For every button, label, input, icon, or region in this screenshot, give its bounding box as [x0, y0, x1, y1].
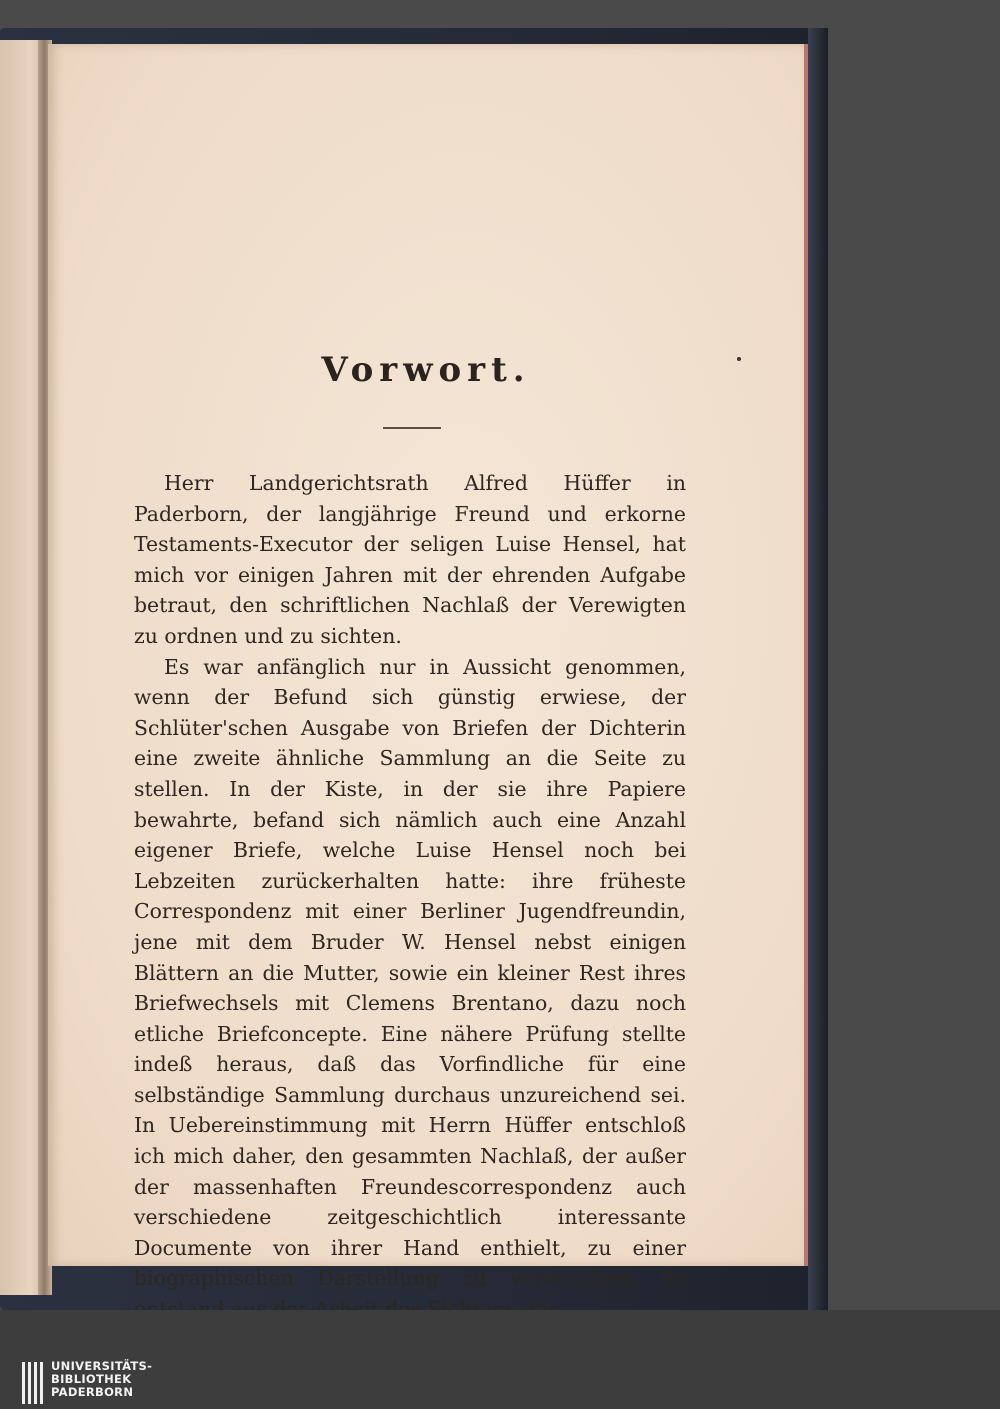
logo-text: [51, 1360, 152, 1399]
page-red-edge: [804, 44, 808, 1266]
title-divider: [383, 427, 441, 429]
logo-line: PADERBORN: [51, 1385, 134, 1399]
book-cover-edge: [808, 28, 828, 1310]
book-page: [48, 44, 804, 1291]
page-title: Vorwort.: [321, 350, 531, 390]
paragraph: Herr Landgerichtsrath Alfred Hüffer in Paderborn, der langjährige Freund und erkorne Testaments-Executor der seligen Luise Hensel, hat mich vor einigen Jahren mit der ehrenden Aufgabe betraut, den schriftlichen Nachlaß der Verewigten zu ordnen und zu sichten.: [134, 471, 686, 648]
paragraph: Es war anfänglich nur in Aussicht genommen, wenn der Befund sich günstig erwiese, der Schlüter'schen Ausgabe von Briefen der Dichterin eine zweite ähnliche Sammlung an die Seite zu stellen. In der Kiste, in der sie ihre Papiere bewahrte, befand sich nämlich auch eine Anzahl eigener Briefe, welche Luise Hensel noch bei Lebzeiten zurückerhalten hatte: ihre früheste Correspondenz mit einer Berliner Jugendfreundin, jene mit dem Bruder W. Hensel nebst einigen Blättern an die Mutter, sowie ein kleiner Rest ihres Briefwechsels mit Clemens Brentano, dazu noch etliche Briefconcepte. Eine nähere Prüfung stellte indeß heraus, daß das Vorfindliche für eine selbständige Sammlung durchaus unzureichend sei. In Uebereinstimmung mit Herrn Hüffer entschloß ich mich daher, den gesammten Nachlaß, der außer der massenhaften Freundescorrespondenz auch verschiedene zeitgeschichtlich interessante Documente von ihrer Hand enthielt, zu einer biographischen Darstellung zu verwerthen. So: [134, 654, 686, 1291]
logo-bars-icon: [22, 1362, 43, 1404]
page-body: [134, 468, 686, 1325]
logo-line: UNIVERSITÄTS-: [51, 1359, 153, 1373]
logo-line: BIBLIOTHEK: [51, 1372, 132, 1386]
library-logo: [22, 1360, 152, 1404]
paper-speck: [737, 357, 741, 361]
